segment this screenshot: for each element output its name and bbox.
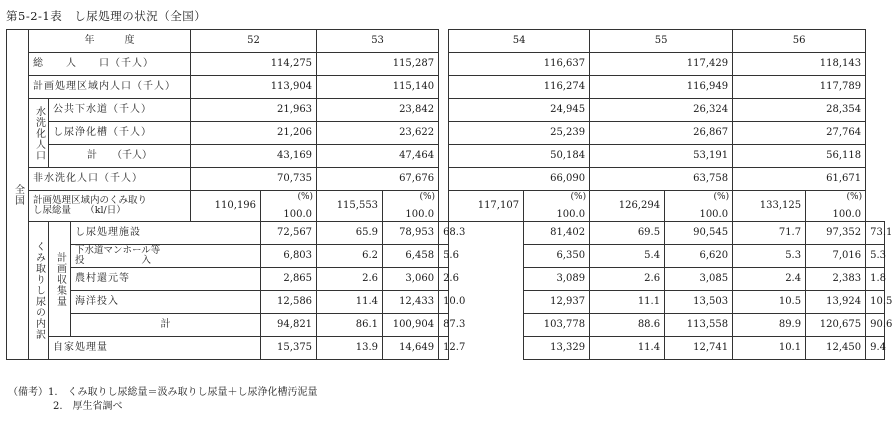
value-manhole: 6,803	[261, 245, 317, 268]
value-flush_total: 43,169	[191, 145, 317, 168]
pct-manhole: 5.6	[439, 245, 449, 268]
year-56: 56	[733, 30, 866, 53]
pct-plan_total: 88.6	[590, 314, 665, 337]
pct-self: 9.4	[866, 337, 885, 360]
column-gap	[439, 53, 449, 76]
table-title: 第5-2-1表 し尿処理の状況（全国）	[6, 9, 207, 23]
column-gap	[449, 268, 524, 291]
pct-farm: 1.8	[866, 268, 885, 291]
value-collected: 110,196	[191, 191, 261, 222]
value-nonflush: 70,735	[191, 168, 317, 191]
flush-group-label: 水洗化人口	[29, 99, 49, 168]
column-gap	[439, 122, 449, 145]
row-label-collected: 計画処理区域内のくみ取り し尿総量 （kl/日）	[29, 191, 191, 222]
table-row	[7, 145, 885, 168]
table-row	[7, 191, 885, 222]
value-collected: 126,294	[590, 191, 665, 222]
table-row	[7, 122, 885, 145]
value-self: 14,649	[383, 337, 439, 360]
pct-treatment: 65.9	[317, 222, 383, 245]
row-label-flush_total: 計 （千人）	[49, 145, 191, 168]
value-sewer: 26,324	[590, 99, 733, 122]
row-label-total_pop: 総 人 口（千人）	[29, 53, 191, 76]
value-flush_total: 53,191	[590, 145, 733, 168]
value-manhole: 7,016	[806, 245, 866, 268]
value-self: 12,450	[806, 337, 866, 360]
table-row	[7, 337, 885, 360]
pct-ocean: 10.5	[733, 291, 806, 314]
pct-plan_total: 86.1	[317, 314, 383, 337]
value-farm: 3,089	[524, 268, 590, 291]
value-plan_total: 113,558	[665, 314, 733, 337]
table-row	[7, 222, 885, 245]
value-collected: 115,553	[317, 191, 383, 222]
value-self: 12,741	[665, 337, 733, 360]
value-total_pop: 114,275	[191, 53, 317, 76]
table-row	[7, 168, 885, 191]
value-plan_total: 100,904	[383, 314, 439, 337]
value-plan_pop: 116,949	[590, 76, 733, 99]
pct-manhole: 6.2	[317, 245, 383, 268]
pct-farm: 2.6	[590, 268, 665, 291]
pct-ocean: 11.4	[317, 291, 383, 314]
column-gap	[439, 168, 449, 191]
pct-self: 10.1	[733, 337, 806, 360]
value-sewer: 24,945	[449, 99, 590, 122]
note-2: 2. 厚生省調べ	[53, 401, 123, 412]
row-label-manhole: 下水道マンホール等 投 入	[71, 245, 261, 268]
plan-group-label: 計画収集量	[49, 222, 71, 337]
value-farm: 2,383	[806, 268, 866, 291]
note-1: （備考）1. くみ取りし尿総量＝汲み取りし尿量＋し尿浄化槽汚泥量	[8, 387, 318, 398]
value-plan_total: 94,821	[261, 314, 317, 337]
year-53: 53	[317, 30, 439, 53]
row-label-ocean: 海洋投入	[71, 291, 261, 314]
value-farm: 3,060	[383, 268, 439, 291]
sewage-table	[6, 29, 893, 360]
row-label-plan_total: 計	[71, 314, 261, 337]
row-label-self: 自家処理量	[49, 337, 261, 360]
value-nonflush: 67,676	[317, 168, 439, 191]
value-ocean: 13,924	[806, 291, 866, 314]
value-septic: 27,764	[733, 122, 866, 145]
pct-collected: (%) 100.0	[261, 191, 317, 222]
pct-farm: 2.6	[439, 268, 449, 291]
pct-self: 11.4	[590, 337, 665, 360]
value-total_pop: 117,429	[590, 53, 733, 76]
value-total_pop: 115,287	[317, 53, 439, 76]
column-gap	[439, 191, 449, 222]
value-farm: 2,865	[261, 268, 317, 291]
table-row	[7, 314, 885, 337]
column-gap	[439, 99, 449, 122]
value-treatment: 97,352	[806, 222, 866, 245]
value-self: 15,375	[261, 337, 317, 360]
side-label: 全国	[7, 30, 29, 360]
value-farm: 3,085	[665, 268, 733, 291]
pct-manhole: 5.4	[590, 245, 665, 268]
value-plan_pop: 113,904	[191, 76, 317, 99]
row-label-sewer: 公共下水道（千人）	[49, 99, 191, 122]
pct-collected: (%) 100.0	[383, 191, 439, 222]
pct-treatment: 73.1	[866, 222, 885, 245]
value-collected: 117,107	[449, 191, 524, 222]
pct-collected: (%) 100.0	[665, 191, 733, 222]
row-label-farm: 農村還元等	[71, 268, 261, 291]
pct-ocean: 10.5	[866, 291, 885, 314]
row-label-septic: し尿浄化槽（千人）	[49, 122, 191, 145]
year-52: 52	[191, 30, 317, 53]
value-septic: 23,622	[317, 122, 439, 145]
value-total_pop: 116,637	[449, 53, 590, 76]
value-plan_pop: 116,274	[449, 76, 590, 99]
column-gap	[439, 30, 449, 53]
pct-plan_total: 90.6	[866, 314, 885, 337]
row-label-treatment: し尿処理施設	[71, 222, 261, 245]
pct-manhole: 5.3	[866, 245, 885, 268]
pct-farm: 2.6	[317, 268, 383, 291]
value-collected: 133,125	[733, 191, 806, 222]
pct-collected: (%) 100.0	[806, 191, 866, 222]
table-row	[7, 268, 885, 291]
pct-treatment: 69.5	[590, 222, 665, 245]
value-ocean: 13,503	[665, 291, 733, 314]
year-header: 年 度	[29, 30, 191, 53]
value-flush_total: 50,184	[449, 145, 590, 168]
value-treatment: 78,953	[383, 222, 439, 245]
pct-treatment: 71.7	[733, 222, 806, 245]
table-row	[7, 99, 885, 122]
table-row	[7, 291, 885, 314]
value-treatment: 81,402	[524, 222, 590, 245]
row-label-plan_pop: 計画処理区域内人口（千人）	[29, 76, 191, 99]
column-gap	[439, 76, 449, 99]
value-plan_total: 120,675	[806, 314, 866, 337]
pct-self: 13.9	[317, 337, 383, 360]
value-treatment: 90,545	[665, 222, 733, 245]
year-55: 55	[590, 30, 733, 53]
value-septic: 26,867	[590, 122, 733, 145]
value-manhole: 6,458	[383, 245, 439, 268]
value-septic: 25,239	[449, 122, 590, 145]
pct-self: 12.7	[439, 337, 449, 360]
value-treatment: 72,567	[261, 222, 317, 245]
value-nonflush: 61,671	[733, 168, 866, 191]
value-plan_total: 103,778	[524, 314, 590, 337]
table-row	[7, 76, 885, 99]
pct-plan_total: 87.3	[439, 314, 449, 337]
pct-plan_total: 89.9	[733, 314, 806, 337]
pct-farm: 2.4	[733, 268, 806, 291]
table-row	[7, 53, 885, 76]
value-ocean: 12,586	[261, 291, 317, 314]
value-flush_total: 47,464	[317, 145, 439, 168]
value-manhole: 6,620	[665, 245, 733, 268]
value-sewer: 28,354	[733, 99, 866, 122]
pct-treatment: 68.3	[439, 222, 449, 245]
value-self: 13,329	[524, 337, 590, 360]
value-flush_total: 56,118	[733, 145, 866, 168]
value-nonflush: 63,758	[590, 168, 733, 191]
value-ocean: 12,433	[383, 291, 439, 314]
column-gap	[439, 145, 449, 168]
value-ocean: 12,937	[524, 291, 590, 314]
value-sewer: 21,963	[191, 99, 317, 122]
pct-manhole: 5.3	[733, 245, 806, 268]
value-plan_pop: 117,789	[733, 76, 866, 99]
value-sewer: 23,842	[317, 99, 439, 122]
table-row	[7, 30, 885, 53]
table-row	[7, 245, 885, 268]
row-label-nonflush: 非水洗化人口（千人）	[29, 168, 191, 191]
year-54: 54	[449, 30, 590, 53]
value-total_pop: 118,143	[733, 53, 866, 76]
value-septic: 21,206	[191, 122, 317, 145]
value-manhole: 6,350	[524, 245, 590, 268]
notes	[8, 386, 318, 414]
pct-ocean: 10.0	[439, 291, 449, 314]
pct-collected: (%) 100.0	[524, 191, 590, 222]
pct-ocean: 11.1	[590, 291, 665, 314]
value-nonflush: 66,090	[449, 168, 590, 191]
breakdown-group-label: くみ取りし尿の内訳	[29, 222, 49, 360]
column-gap	[449, 245, 524, 268]
value-plan_pop: 115,140	[317, 76, 439, 99]
